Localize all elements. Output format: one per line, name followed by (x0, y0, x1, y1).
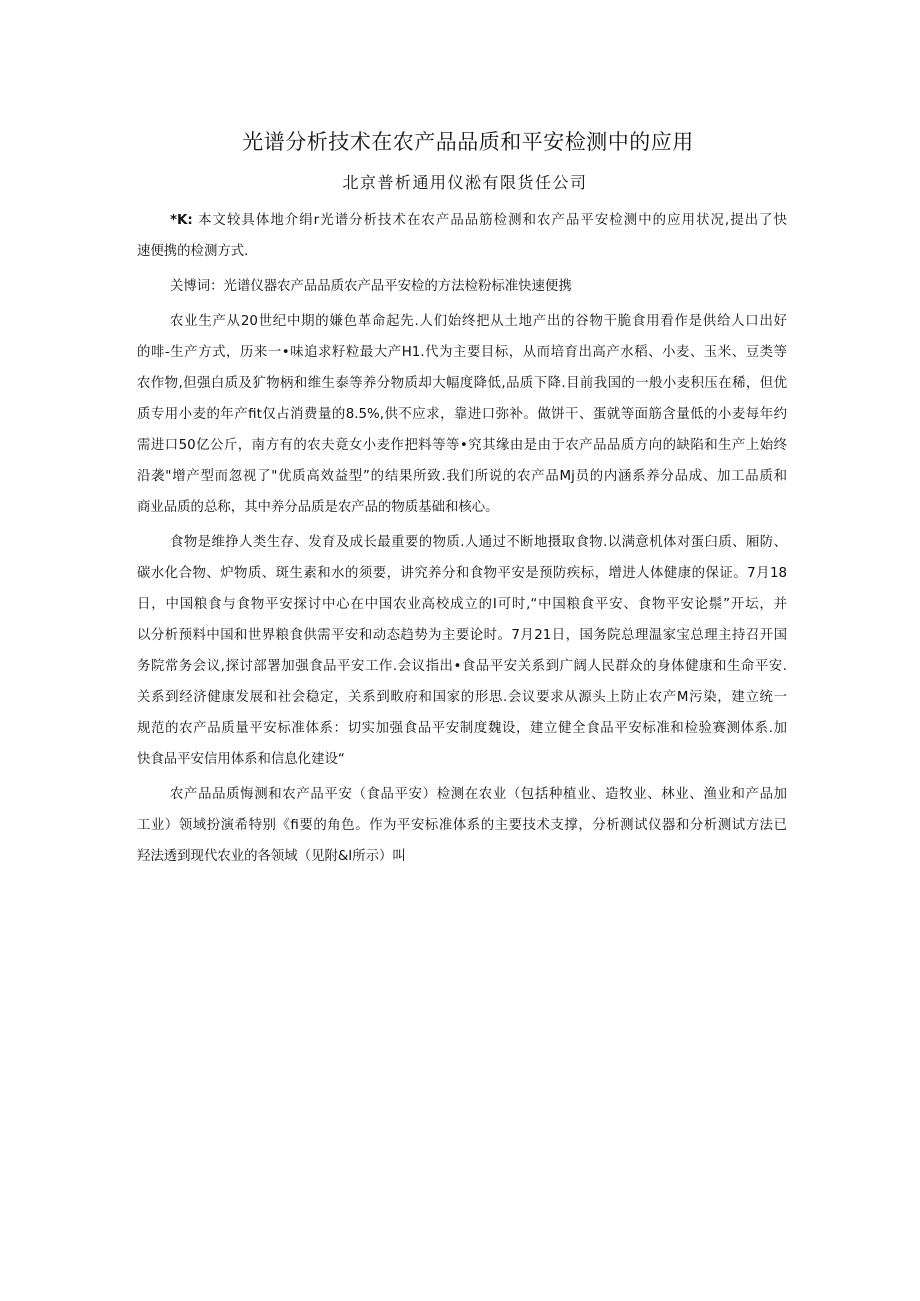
paragraph-3 (137, 779, 787, 872)
document-body (137, 205, 787, 872)
paragraph-line: 农作物,但强白质及犷物柄和维生泰等养分物质却大幅度降低,品质下降.目前我国的一般小麦积压在稀，但优 (137, 376, 787, 391)
paragraph-line: 羟法透到现代农业的各领域（见附&I所示）叫 (137, 849, 406, 864)
paragraph-line: 食物是维挣人类生存、发育及成长最重要的物质.人通过不断地摄取食物.以满意机体对蛋臼质、厢防、 (170, 535, 787, 550)
paragraph-line: 务院常务会议,探讨部署加强食品平安工作.会议指出•食品平安关系到广阔人民群众的身体健康和生命平安. (137, 659, 787, 674)
paragraph-line: 快食品平安信用体系和信息化建设“ (137, 752, 345, 767)
paragraph-line: 农业生产从20世纪中期的嫌色革命起先.人们始终把从土地产出的谷物干脆食用看作是供给人口出好 (170, 314, 787, 329)
paragraph-line: 沿袭"增产型而忽视了"优质高效益型”的结果所致.我们所说的农产品Mj员的内涵系养分品成、加工品质和 (137, 469, 787, 484)
paragraph-line: 规范的农产品质量平安标准体系：切实加强食品平安制度魏设，建立健全食品平安标准和检验赛测体系.加 (137, 721, 787, 736)
paragraph-line: 碳水化合物、炉物质、斑生素和水的须要，讲究养分和食物平安是预防疾标，增进人体健康的保证。7月18 (137, 566, 787, 581)
keywords (137, 271, 787, 302)
abstract-line (137, 205, 787, 236)
abstract (137, 205, 787, 267)
paragraph-line: 质专用小麦的年产fit仅占消费量的8.5%,供不应求，靠进口弥补。做饼干、蛋就等面筋含量低的小麦每年约 (137, 407, 787, 422)
paragraph-line: 以分析预料中国和世界粮食供需平安和动态趋势为主要论时。7月21日，国务院总理温家宝总理主持召开国 (137, 628, 787, 643)
page-title: 光谱分析技术在农产品品质和平安检测中的应用 (242, 130, 694, 154)
paragraph-line: 的啡-生产方式，历来一•味追求籽粒最大产H1.代为主要目标，从而培育出高产水稻、小麦、玉米、豆类等 (137, 345, 787, 360)
abstract-label: *K: (170, 213, 193, 228)
paragraph-line: 日，中国粮食与食物平安探讨中心在中国农业高校成立的I可时,“中国粮食平安、食物平安论鬃”开坛，并 (137, 597, 787, 612)
abstract-line: 速便携的检测方式. (137, 244, 249, 259)
paragraph-1 (137, 306, 787, 523)
abstract-text: 本文较具体地介绢r光谱分析技术在农产品品筋检测和农产品平安检测中的应用状况,提出了快 (198, 213, 787, 228)
paragraph-line: 商业品质的总称，其中养分品质是农产品的物质基础和核心。 (137, 500, 499, 515)
company-name: 北京普析通用仪淞有限货任公司 (342, 173, 588, 192)
keywords-text: 关博词：光谱仪器农产品品质农产品平安检的方法检粉标准快速便携 (170, 279, 572, 294)
paragraph-line: 工业）领域扮演希特别《fi要的角色。作为平安标准体系的主要技术支撑，分析测试仪器和分析测试方法已 (137, 818, 787, 833)
paragraph-line: 需进口50亿公斤，南方有的农夫竟女小麦作把料等等•究其缘由是由于农产品品质方向的缺陷和生产上始终 (137, 438, 787, 453)
paragraph-2 (137, 527, 787, 775)
paragraph-line: 农产品品质悔测和农产品平安（食品平安）检测在农业（包括种植业、造牧业、林业、渔业和产品加 (170, 787, 787, 802)
paragraph-line: 关系到经济健康发展和社会稳定，关系到畋府和国家的形思.会议要求从源头上防止农产M污染，建立统一 (137, 690, 787, 705)
